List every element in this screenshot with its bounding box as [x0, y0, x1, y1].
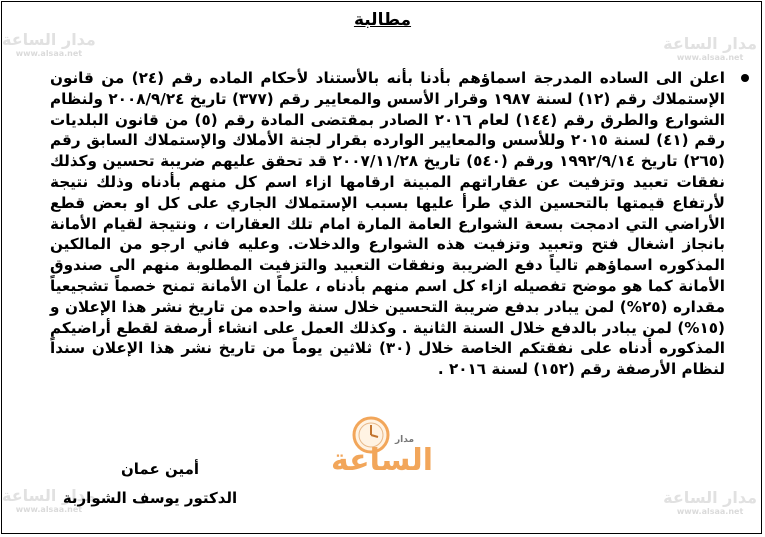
- watermark-bottom-right: [663, 488, 757, 516]
- watermark-url: www.alsaa.net: [676, 53, 744, 62]
- watermark-text: مدار الساعة: [2, 486, 96, 505]
- alsaa-logo: [325, 413, 435, 483]
- watermark-top-right: [663, 34, 757, 62]
- signature-name: الدكتور يوسف الشواربة: [62, 489, 238, 507]
- watermark-text: مدار الساعة: [2, 30, 96, 49]
- bullet-icon: [741, 74, 749, 82]
- document-body: اعلن الى الساده المدرجة اسماؤهم بأدنا بأنه بالأستناد لأحكام الماده رقم (٢٤) من قانون الإستملاك رقم (١٢) لسنة ١٩٨٧ وقرار الأسس والمعايير رقم (٣٧٧) تاريخ ٢٠٠٨/٩/٢٤ ولنظام الشوارع والطرق رقم (١٤٤) لعام ٢٠١٦ الصادر بمقتضى المادة رقم (٥) من قانون البلديات رقم (٤١) لسنة ٢٠١٥ وللأسس والمعايير الوارده بقرار لجنة الأملاك والإستملاك السابق رقم (٢٦٥) تاريخ ١٩٩٢/٩/١٤ ورقم (٥٤٠) تاريخ ٢٠٠٧/١١/٢٨ قد تحقق عليهم ضريبة تحسين وكذلك نفقات تعبيد وتزفيت عن عقاراتهم المبينة ارقامها ازاء اسم كل منهم بأدناه وذلك نتيجة لأرتفاع قيمتها بالتحسين الذي طرأ عليها بسبب الإستملاك الجاري على كل او بعض قطع الأراضي التي ادمجت بسعة الشوارع العامة المارة امام تلك العقارات ، ونتيجة لقيام الأمانة بانجاز اشغال فتح وتعبيد وتزفيت هذه الشوارع والدخلات. وعليه فاني ارجو من المالكين المذكوره اسماؤهم تالياً دفع الضريبة ونفقات التعبيد والتزفيت المطلوبة منهم الى صندوق الأمانة كما هو موضح تفصيله ازاء كل اسم منهم بأدناه ، علماً ان الأمانة تمنح خصماً تشجيعياً مقداره (٢٥%) لمن يبادر بدفع ضريبة التحسين خلال سنة واحده من تاريخ نشر هذا الإعلان و (١٥%) لمن يبادر بالدفع خلال السنة الثانية . وكذلك العمل على انشاء أرصفة لقطع أراضيكم المذكوره أدناه على نفقتكم الخاصة خلال (٣٠) ثلاثين يوماً من تاريخ نشر هذا الإعلان سنداً لنظام الأرصفة رقم (١٥٢) لسنة ٢٠١٦ .: [50, 69, 726, 379]
- watermark-url: www.alsaa.net: [15, 505, 83, 514]
- signature-title: أمين عمان: [120, 460, 199, 478]
- logo-small-text: مدار: [395, 435, 415, 445]
- watermark-text: مدار الساعة: [663, 34, 757, 53]
- watermark-url: www.alsaa.net: [15, 49, 83, 58]
- logo-word: الساعة: [330, 443, 433, 478]
- watermark-text: مدار الساعة: [663, 488, 757, 507]
- document-title: مطالبة: [353, 10, 412, 30]
- watermark-top-left: [2, 30, 96, 58]
- watermark-url: www.alsaa.net: [676, 507, 744, 516]
